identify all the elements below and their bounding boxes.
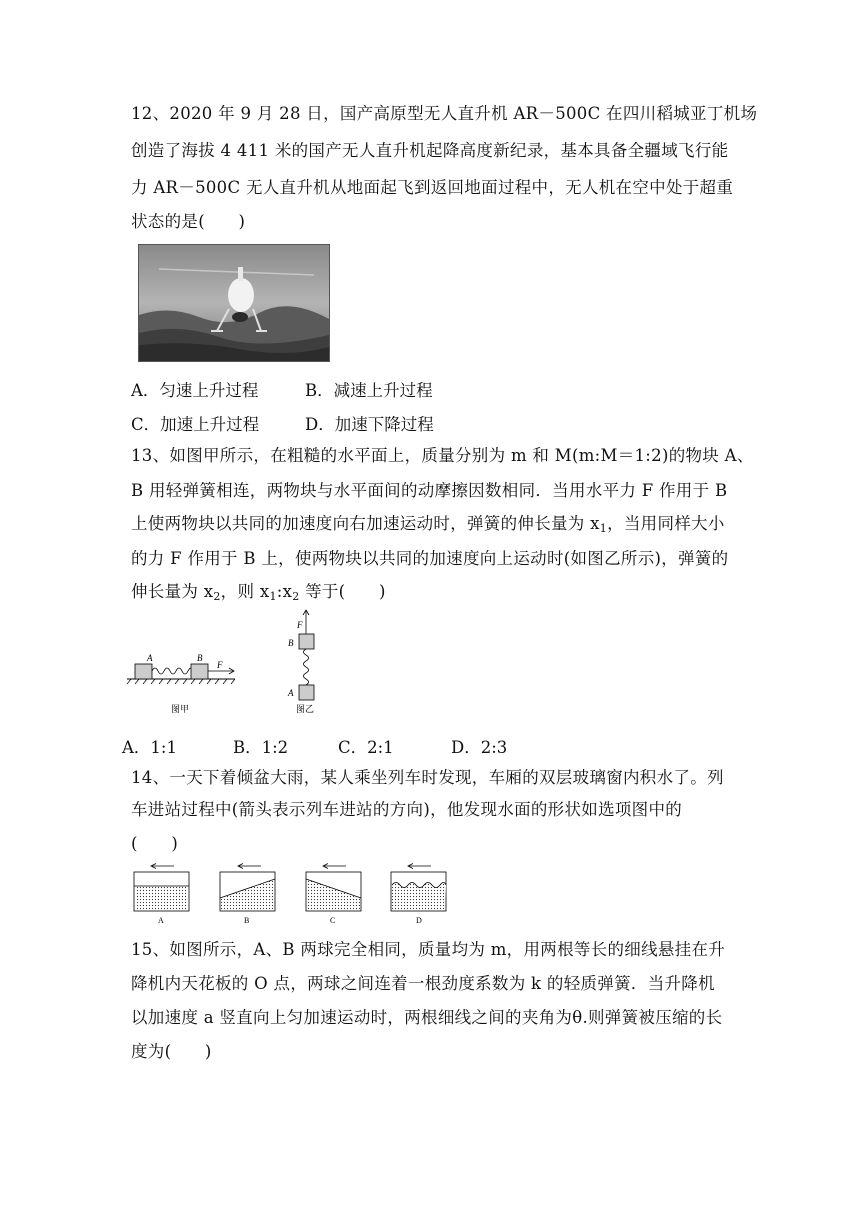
fig-jia-label-a: A — [147, 653, 153, 663]
fig-yi-label-f: F — [297, 620, 303, 630]
q13-text-line3: 上使两物块以共同的加速度向右加速运动时，弹簧的伸长量为 $x_1$，当用同样大小 — [131, 514, 725, 535]
spring-blocks-diagram — [125, 608, 365, 720]
q12-option-c: C．加速上升过程 — [131, 415, 260, 434]
helicopter-photo — [138, 244, 330, 362]
q13-option-a: A．1:1 — [122, 738, 177, 757]
q12-option-a: A．匀速上升过程 — [131, 381, 259, 400]
q15-text-line2: 降机内天花板的 O 点，两球之间连着一根劲度系数为 k 的轻质弹簧．当升降机 — [131, 974, 715, 993]
q14-text-line1: 14、一天下着倾盆大雨，某人乘坐列车时发现，车厢的双层玻璃窗内积水了。列 — [131, 768, 724, 787]
fig-jia-label-b: B — [197, 653, 203, 663]
q15-text-line1: 15、如图所示，A、B 两球完全相同，质量均为 m，用两根等长的细线悬挂在升 — [131, 940, 726, 959]
q12-text-line2: 创造了海拔 4 411 米的国产无人直升机起降高度新纪录，基本具备全疆域飞行能 — [131, 141, 729, 160]
fig-jia-label-f: F — [217, 660, 223, 670]
q13-option-d: D．2:3 — [451, 738, 508, 757]
q13-text-line4: 的力 F 作用于 B 上，使两物块以共同的加速度向上运动时(如图乙所示)，弹簧的 — [131, 549, 729, 568]
q13-option-b: B．1:2 — [233, 738, 289, 757]
fig14-label-b: B — [244, 916, 250, 925]
q13-text-line5: 伸长量为 $x_2$，则 $x_1:x_2$ 等于( ) — [131, 582, 386, 603]
fig-jia-caption: 图甲 — [171, 705, 190, 715]
q13-text-line2: B 用轻弹簧相连，两物块与水平面间的动摩擦因数相同．当用水平力 F 作用于 B — [131, 481, 728, 500]
q15-text-line3: 以加速度 a 竖直向上匀加速运动时，两根细线之间的夹角为θ.则弹簧被压缩的长 — [131, 1008, 723, 1027]
q12-text-line3: 力 AR－500C 无人直升机从地面起飞到返回地面过程中，无人机在空中处于超重 — [131, 178, 734, 197]
q13-option-c: C．2:1 — [338, 738, 394, 757]
fig14-label-d: D — [416, 916, 422, 925]
q14-text-line2: 车进站过程中(箭头表示列车进站的方向)，他发现水面的形状如选项图中的 — [131, 800, 683, 819]
fig-yi-caption: 图乙 — [296, 705, 315, 715]
q12-option-d: D．加速下降过程 — [305, 415, 434, 434]
q12-text-line1: 12、2020 年 9 月 28 日，国产高原型无人直升机 AR－500C 在四川稻城亚丁机场 — [131, 104, 758, 123]
q13-text-line1: 13、如图甲所示，在粗糙的水平面上，质量分别为 m 和 M(m:M＝1:2)的物块 A、 — [131, 446, 754, 465]
fig-yi-label-a: A — [288, 688, 294, 698]
q14-text-line3: ( ) — [131, 834, 179, 853]
fig-yi-label-b: B — [288, 638, 294, 648]
q12-option-b: B．减速上升过程 — [305, 381, 433, 400]
fig14-label-c: C — [330, 916, 336, 925]
water-surface-options-diagram — [130, 862, 450, 928]
fig14-label-a: A — [158, 916, 164, 925]
q12-text-line4: 状态的是( ) — [131, 212, 246, 231]
q15-text-line4: 度为( ) — [131, 1042, 212, 1061]
